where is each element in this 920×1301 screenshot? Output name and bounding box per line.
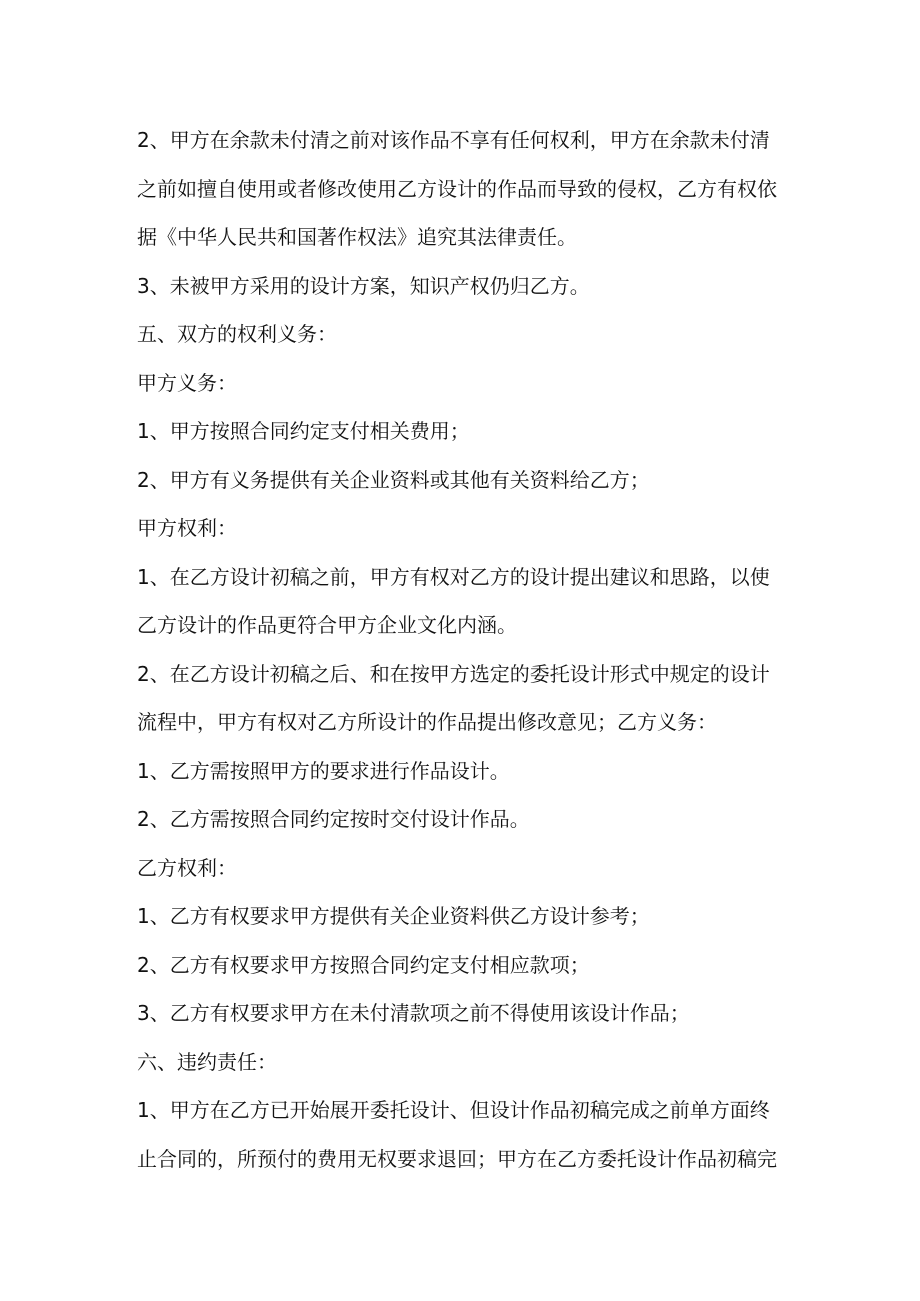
- text-line: 3、乙方有权要求甲方在未付清款项之前不得使用该设计作品；: [137, 1001, 690, 1025]
- text-line: 之前如擅自使用或者修改使用乙方设计的作品而导致的侵权，乙方有权依: [137, 176, 777, 201]
- text-line: 1、乙方有权要求甲方提供有关企业资料供乙方设计参考；: [137, 904, 650, 928]
- text-line: 1、在乙方设计初稿之前，甲方有权对乙方的设计提出建议和思路，以使: [137, 564, 770, 589]
- section-heading: 五、双方的权利义务：: [137, 322, 337, 346]
- subheading: 甲方权利：: [137, 516, 237, 540]
- text-line: 2、甲方有义务提供有关企业资料或其他有关资料给乙方；: [137, 467, 650, 492]
- subheading: 乙方权利：: [137, 855, 237, 880]
- text-line: 2、乙方有权要求甲方按照合同约定支付相应款项；: [137, 952, 590, 977]
- text-line: 3、未被甲方采用的设计方案，知识产权仍归乙方。: [137, 273, 590, 298]
- document-body: [137, 116, 787, 1183]
- text-line: 止合同的，所预付的费用无权要求退回；甲方在乙方委托设计作品初稿完: [137, 1146, 777, 1171]
- text-line: 2、甲方在余款未付清之前对该作品不享有任何权利，甲方在余款未付清: [137, 128, 770, 152]
- text-line: 乙方设计的作品更符合甲方企业文化内涵。: [137, 613, 517, 637]
- text-line: 1、乙方需按照甲方的要求进行作品设计。: [137, 758, 510, 783]
- text-line: 1、甲方按照合同约定支付相关费用；: [137, 419, 470, 443]
- text-line: 流程中，甲方有权对乙方所设计的作品提出修改意见；乙方义务：: [137, 710, 717, 734]
- text-line: 1、甲方在乙方已开始展开委托设计、但设计作品初稿完成之前单方面终: [137, 1098, 770, 1122]
- section-heading: 六、违约责任：: [137, 1049, 277, 1074]
- subheading: 甲方义务：: [137, 370, 237, 395]
- text-line: 2、在乙方设计初稿之后、和在按甲方选定的委托设计形式中规定的设计: [137, 661, 770, 686]
- text-line: 据《中华人民共和国著作权法》追究其法律责任。: [137, 225, 577, 249]
- text-line: 2、乙方需按照合同约定按时交付设计作品。: [137, 807, 530, 831]
